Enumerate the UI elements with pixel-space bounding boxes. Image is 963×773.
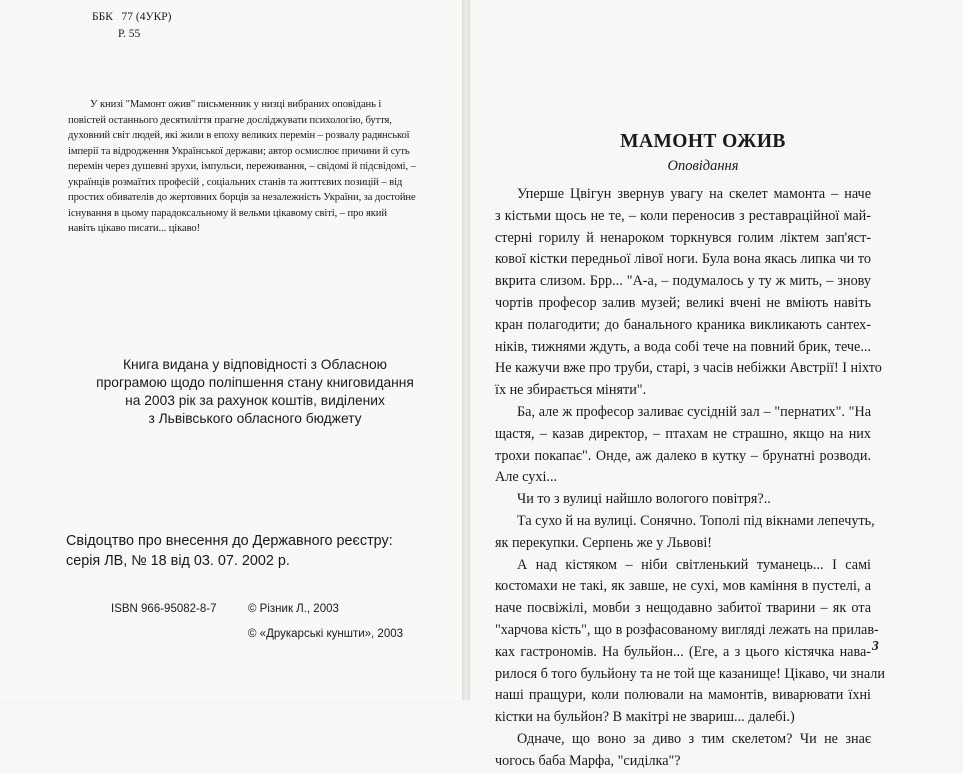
story-text [495, 184, 885, 773]
story-line: з кістьми щось не те, – коли переносив з реставраційної май- [495, 207, 871, 224]
story-genre: Оповідання [667, 158, 739, 174]
copyright-publisher: © «Друкарські куншти», 2003 [248, 628, 404, 640]
certificate-line: серія ЛВ, № 18 від 03. 07. 2002 р. [66, 552, 290, 569]
page-number: 3 [872, 638, 879, 653]
story-title: МАМОНТ ОЖИВ [620, 131, 786, 152]
annotation-line: перемін через душевні зрухи, імпульси, переживання, – свідомі й підсвідомі, – [68, 161, 416, 172]
story-line: ніків, тижнями ждуть, а вода собі тече на повний брик, тече... [495, 338, 871, 355]
funding-line: з Львівського обласного бюджету [148, 411, 362, 426]
story-line: Уперше Цвігун звернув увагу на скелет мамонта – наче [517, 186, 871, 202]
book-spine [462, 0, 470, 700]
story-line: Ба, але ж професор заливає сусідній зал – "пернатих". "На [517, 403, 871, 420]
annotation-line: простих обивателів до жертовних борців за незалежність України, за достойне [68, 192, 416, 203]
story-line: щастя, – казав директор, – птахам не страшно, якщо на них [495, 425, 871, 442]
story-line: "харчова кість", що в розфасованому вигляді лежать на прилав- [495, 621, 879, 638]
funding-line: на 2003 рік за рахунок коштів, виділених [125, 393, 385, 408]
story-line: наче посвіжілі, мовби з нещодавно забитої тварини – як ота [495, 600, 871, 617]
story-line: Але сухі... [495, 469, 558, 486]
story-line: Та сухо й на вулиці. Сонячно. Тополі під вікнами лепечуть, [517, 512, 875, 529]
annotation-line: імперії та відродження Української держави; автор осмислює причини й суть [68, 145, 410, 157]
registry-certificate [66, 532, 393, 571]
left-page [0, 0, 462, 700]
story-line: Одначе, що воно за диво з тим скелетом? Чи не знає [517, 730, 871, 747]
story-line: вкрита слизом. Брр... "А-а, – подумалось у ту ж мить, – знову [495, 273, 871, 290]
classification-codes [92, 9, 172, 43]
annotation-line: існування в цьому парадоксальному й вельми цікавому світі, – про який [68, 207, 387, 219]
story-line: А над кістяком – ніби світленький туманець... І самі [517, 556, 871, 573]
book-annotation [68, 97, 431, 237]
story-line: Не кажучи вже про труби, старі, з часів небіжки Австрії! І ніхто [495, 360, 882, 377]
bbk-code: ББК 77 (4УКР) [92, 11, 172, 23]
story-line: як перекупки. Серпень же у Львові! [495, 534, 712, 551]
story-line: чортів професор залив музей; великі вчені не вміють навіть [495, 294, 871, 311]
story-line: ках гастрономів. На бульйон... (Еге, а з цього кістячка нава- [495, 643, 871, 660]
funding-note [90, 356, 420, 428]
story-line: трохи покапає". Онде, аж далеко в кутку – брунатні розводи. [495, 447, 871, 464]
story-line: наші пращури, коли полювали на мамонтів, виварювати їхні [495, 687, 871, 704]
story-line: їх не збирається міняти". [495, 382, 647, 399]
funding-line: програмою щодо поліпшення стану книговидання [96, 375, 414, 390]
story-line: рилося б того бульйону та не той ще казанище! Цікаво, чи знали [495, 665, 885, 682]
annotation-line: повістей останнього десятиліття прагне досліджувати психологію, буття, [68, 114, 392, 126]
author-code: Р. 55 [118, 28, 141, 40]
story-line: костомахи не такі, як завше, не сухі, мов каміння в пустелі, а [495, 578, 871, 595]
annotation-line: українців розмаїтих професій , соціальних станів та життєвих позицій – від [68, 176, 403, 188]
isbn: ISBN 966-95082-8-7 [111, 603, 217, 615]
story-line: стерні горилу й ненароком торкнувся голим ліктем зап'яст- [495, 229, 871, 246]
funding-line: Книга видана у відповідності з Обласною [122, 357, 388, 372]
story-line: чогось баба Марфа, "сиділка"? [495, 752, 681, 769]
annotation-line: У книзі "Мамонт ожив" письменник у низці вибраних оповідань і [90, 99, 382, 110]
story-line: Чи то з вулиці найшло вологого повітря?.. [517, 491, 771, 508]
annotation-line: навіть цікаво писати... цікаво! [68, 223, 201, 234]
certificate-line: Свідоцтво про внесення до Державного реєстру: [66, 533, 393, 549]
annotation-line: духовний світ людей, які жили в епоху великих перемін – розвалу радянської [68, 130, 410, 141]
story-line: кран полагодити; до банального краника викликають сантех- [495, 316, 871, 333]
copyright-author: © Різник Л., 2003 [248, 603, 339, 615]
story-line: кістки на бульйон? В макітрі не звариш... далебі.) [495, 709, 795, 726]
story-line: кової кістки передньої лівої ноги. Була вона якась липка чи то [495, 251, 871, 268]
